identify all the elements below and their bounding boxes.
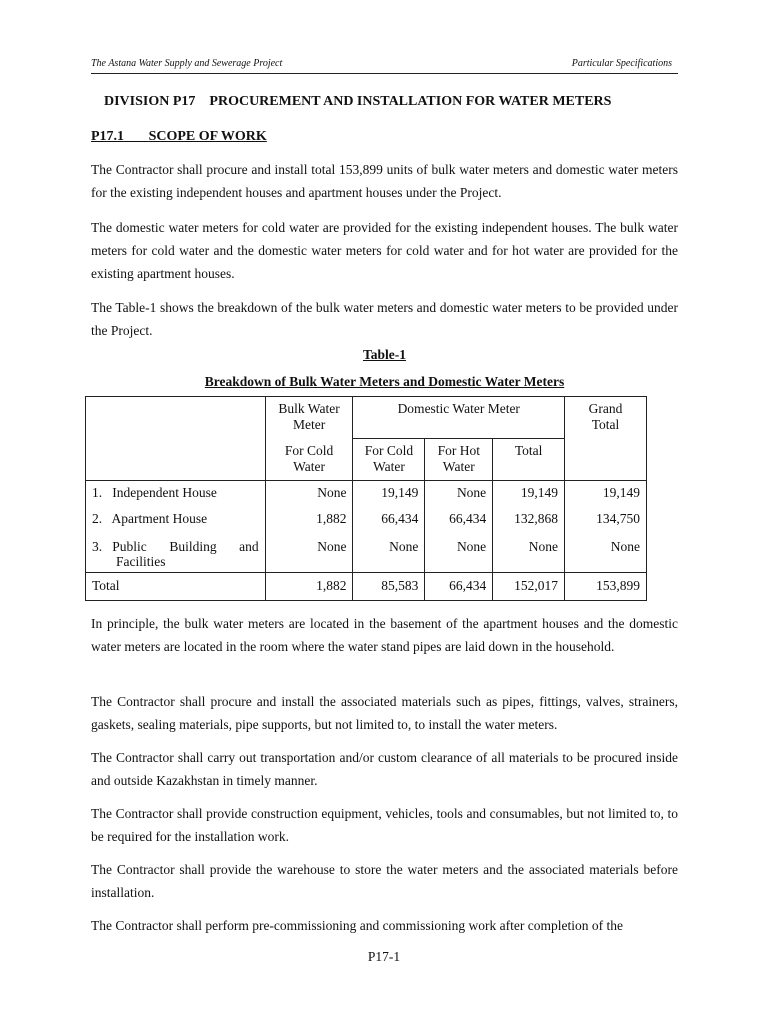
paragraph-4: In principle, the bulk water meters are located in the basement of the apartment houses and the domestic water meters are located in the room where the water stand pipes are laid down in the household.: [91, 616, 678, 654]
paragraph-8: The Contractor shall provide the warehouse to store the water meters and the associated materials before installation.: [91, 862, 678, 900]
section-title: SCOPE OF WORK: [148, 129, 267, 144]
cell-bulk: None: [265, 481, 353, 507]
header-grand-total: Grand Total: [565, 397, 647, 481]
cell-domestic-total: None: [493, 533, 565, 573]
cell-domestic-cold: 85,583: [353, 573, 425, 601]
table-label: Table-1: [362, 347, 406, 362]
header-blank: [86, 397, 266, 481]
header-domestic: Domestic Water Meter: [353, 397, 565, 439]
table-row: [86, 533, 647, 573]
cell-domestic-hot: 66,434: [425, 573, 493, 601]
header-domestic-cold: For Cold Water: [353, 439, 425, 481]
paragraph-2: The domestic water meters for cold water are provided for the existing independent houses. The bulk water meters for cold water and the domestic water meters for cold water and for hot water are provided for the existing apartment houses.: [91, 220, 678, 281]
cell-grand-total: 19,149: [565, 481, 647, 507]
paragraph-3: The Table-1 shows the breakdown of the bulk water meters and domestic water meters to be provided under the Project.: [91, 300, 678, 338]
cell-domestic-hot: None: [425, 533, 493, 573]
cell-domestic-total: 152,017: [493, 573, 565, 601]
table-total-row: [86, 573, 647, 601]
cell-bulk: 1,882: [265, 507, 353, 533]
paragraph-7: The Contractor shall provide construction equipment, vehicles, tools and consumables, but not limited to, to be required for the installation work.: [91, 806, 678, 844]
paragraph-5: The Contractor shall procure and install the associated materials such as pipes, fittings, valves, strainers, gaskets, sealing materials, pipe supports, but not limited to, to install the water meters.: [91, 694, 678, 732]
cell-domestic-total: 132,868: [493, 507, 565, 533]
division-title: DIVISION P17 PROCUREMENT AND INSTALLATION FOR WATER METERS: [104, 94, 612, 109]
header-bulk-cold: For Cold Water: [265, 439, 353, 481]
section-heading: [91, 129, 267, 145]
cell-bulk: None: [265, 533, 353, 573]
meters-table: [85, 396, 647, 601]
cell-grand-total: 153,899: [565, 573, 647, 601]
table-row: [86, 507, 647, 533]
header-domestic-total: Total: [493, 439, 565, 481]
cell-grand-total: None: [565, 533, 647, 573]
table-row: [86, 481, 647, 507]
cell-domestic-total: 19,149: [493, 481, 565, 507]
page-number: P17-1: [367, 949, 401, 964]
row-label: 2. Apartment House: [92, 510, 208, 526]
cell-domestic-cold: None: [353, 533, 425, 573]
header-domestic-hot: For Hot Water: [425, 439, 493, 481]
header-bulk: Bulk Water Meter: [265, 397, 353, 439]
paragraph-9: The Contractor shall perform pre-commissioning and commissioning work after completion of the: [91, 918, 623, 933]
cell-bulk: 1,882: [265, 573, 353, 601]
table-caption: Breakdown of Bulk Water Meters and Domestic Water Meters: [204, 374, 565, 389]
header-project-name: The Astana Water Supply and Sewerage Project: [91, 58, 283, 69]
cell-domestic-hot: None: [425, 481, 493, 507]
page-header: [91, 57, 678, 74]
paragraph-1: The Contractor shall procure and install total 153,899 units of bulk water meters and domestic water meters for the existing independent houses and apartment houses under the Project.: [91, 162, 678, 200]
section-number: P17.1: [91, 129, 125, 144]
paragraph-6: The Contractor shall carry out transportation and/or custom clearance of all materials to be procured inside and outside Kazakhstan in timely manner.: [91, 750, 678, 788]
cell-grand-total: 134,750: [565, 507, 647, 533]
row-label: 3. Public Building and Facilities: [92, 538, 259, 569]
cell-domestic-cold: 66,434: [353, 507, 425, 533]
row-label: 1. Independent House: [86, 481, 266, 507]
cell-domestic-cold: 19,149: [353, 481, 425, 507]
header-section-name: Particular Specifications: [571, 58, 672, 69]
cell-domestic-hot: 66,434: [425, 507, 493, 533]
row-label: Total: [86, 573, 266, 601]
